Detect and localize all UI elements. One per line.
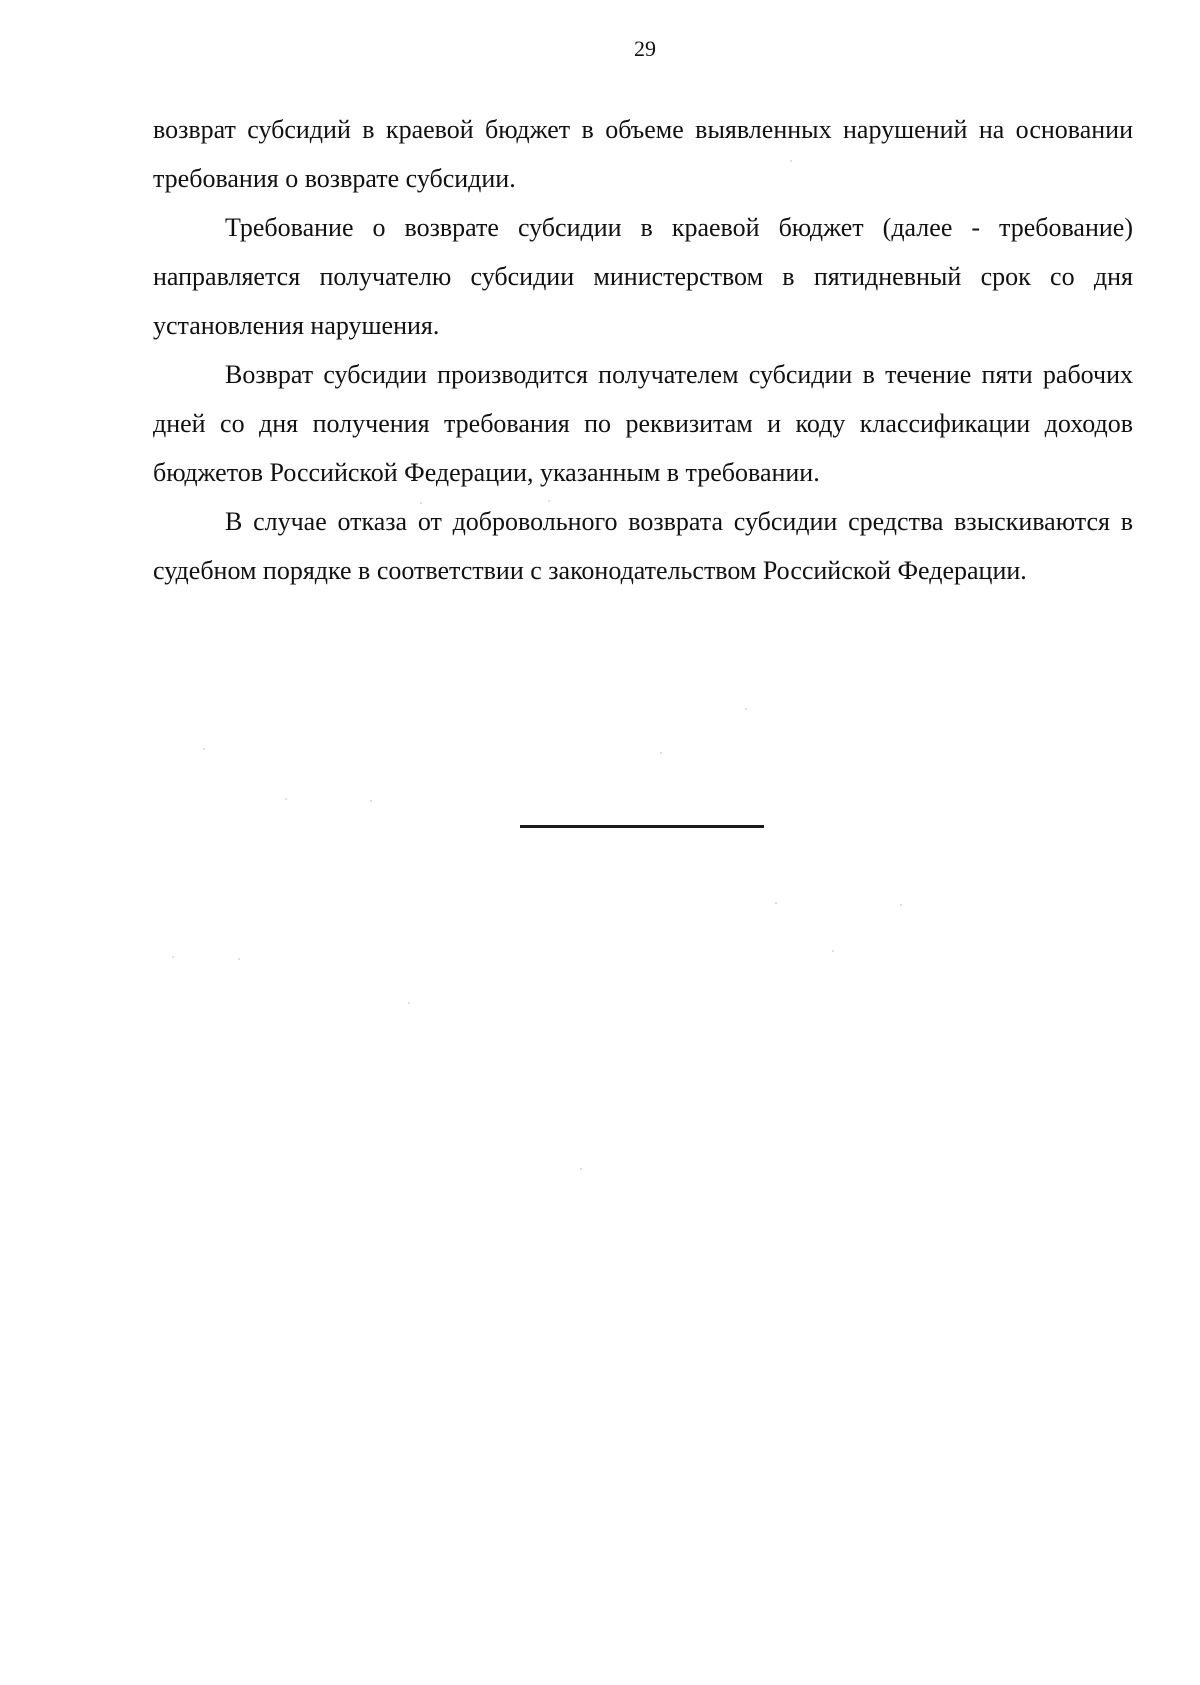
scan-speck [203,748,205,750]
scan-speck [285,798,287,800]
paragraph-return-procedure: Возврат субсидии производится получателем субсидии в течение пяти рабочих дней со дня получения требования по реквизитам и коду классификации доходов бюджетов Российской Федерации, указанным в требовании. [153,360,1133,487]
scan-speck [745,708,747,710]
page-number: 29 [634,36,656,61]
scan-speck [238,958,240,960]
scan-speck [790,160,792,162]
scan-speck [775,902,777,904]
scan-speck [832,950,834,952]
paragraph-continuation: возврат субсидий в краевой бюджет в объеме выявленных нарушений на основании требования о возврате субсидии. [153,115,1133,193]
paragraph-court-recovery: В случае отказа от добровольного возврата субсидии средства взыскиваются в судебном порядке в соответствии с законодательством Российской Федерации. [153,507,1133,585]
paragraph-requirement-notice: Требование о возврате субсидии в краевой бюджет (далее - требование) направляется получателю субсидии министерством в пятидневный срок со дня установления нарушения. [153,213,1133,340]
scan-speck [580,1168,582,1170]
scan-speck [172,956,174,958]
scan-speck [548,500,550,502]
scan-speck [370,800,372,802]
body-text [153,105,1133,595]
scan-speck [660,752,662,754]
scan-speck [408,1002,410,1004]
end-of-text-rule [520,825,764,828]
scan-speck [420,502,422,504]
scan-speck [900,904,902,906]
